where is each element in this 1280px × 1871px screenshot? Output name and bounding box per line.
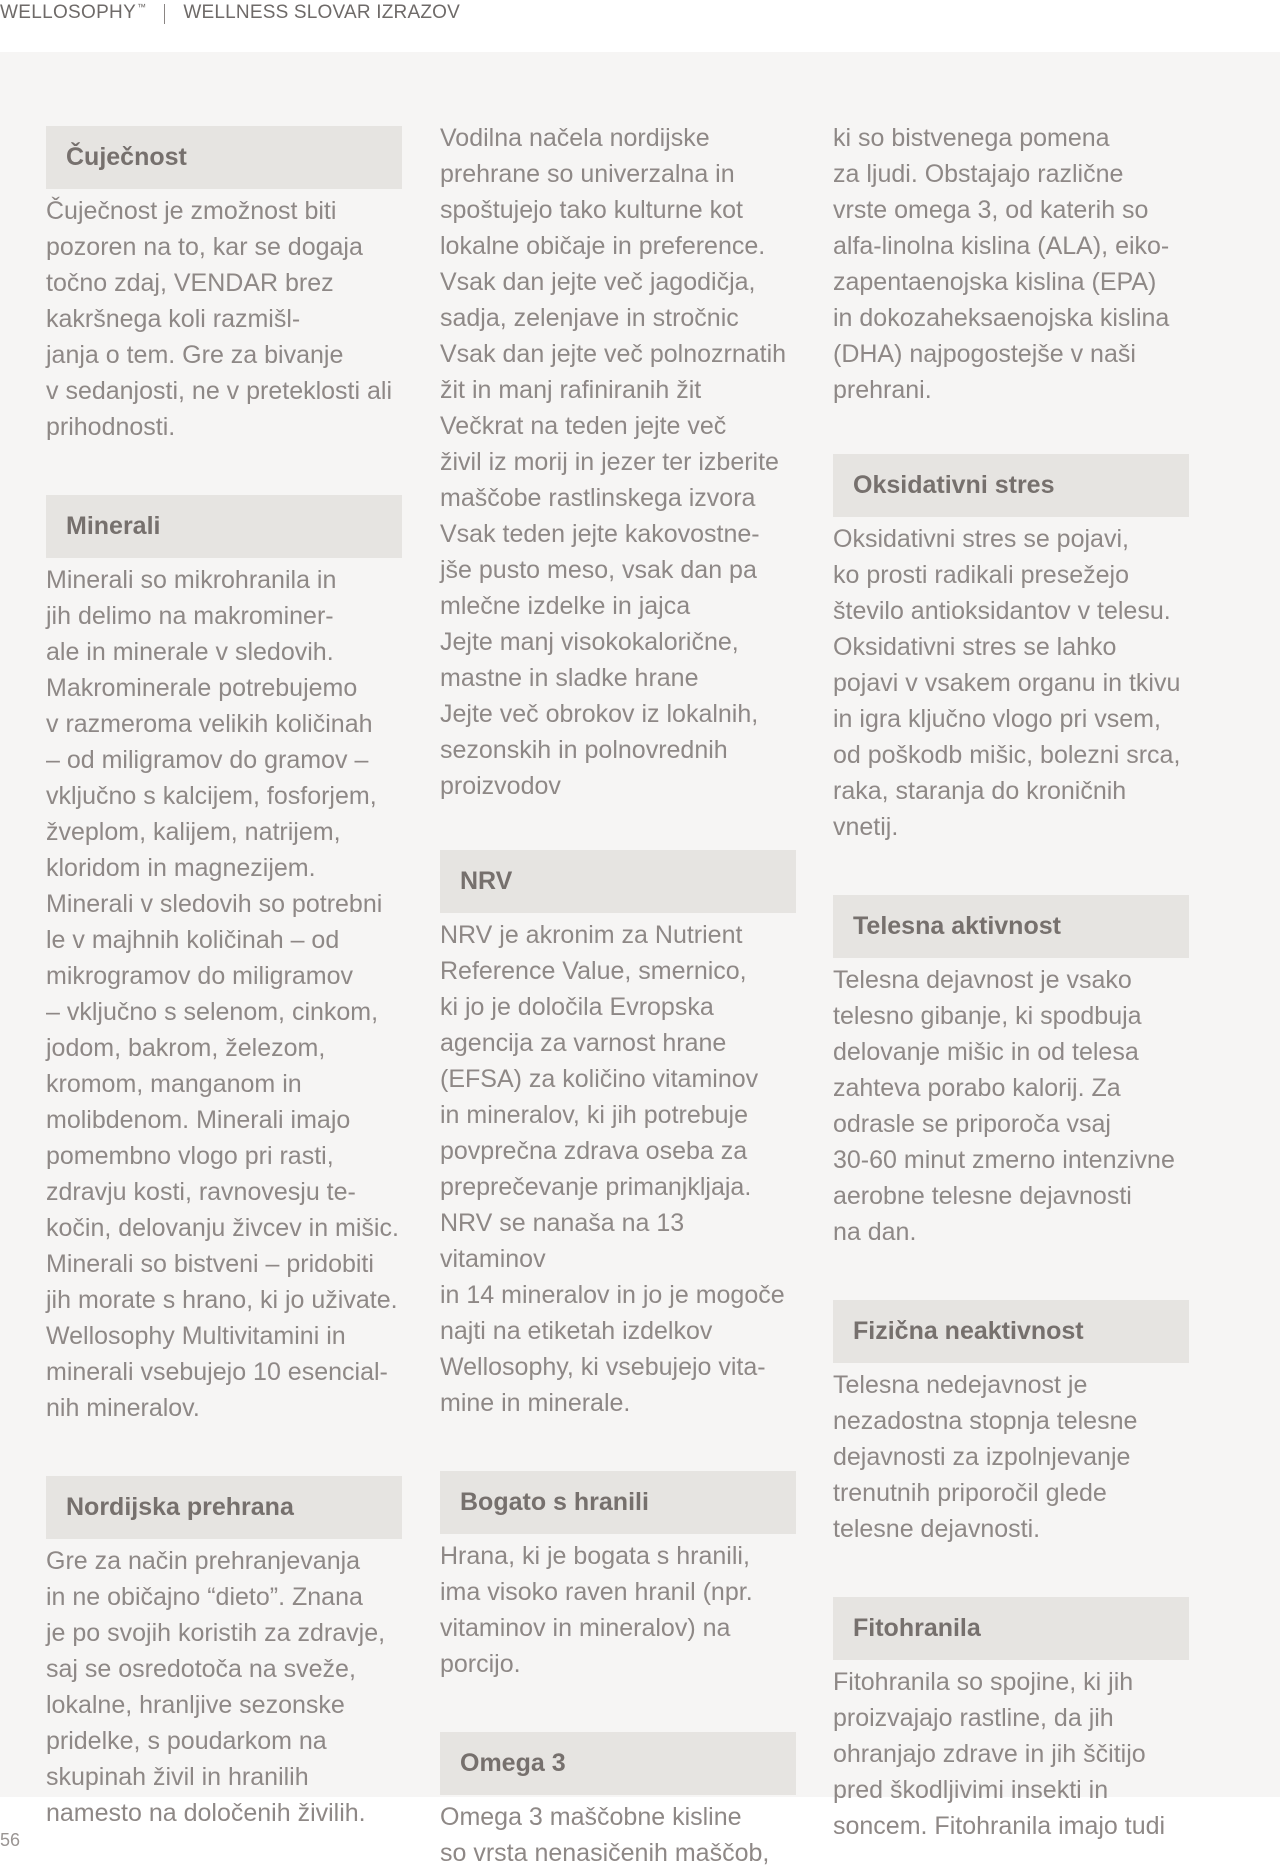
term-title: Oksidativni stres <box>853 471 1055 499</box>
brand-logo <box>0 2 146 24</box>
definition-line: 30-60 minut zmerno intenzivne <box>833 1146 1175 1174</box>
term-title: Omega 3 <box>460 1749 566 1777</box>
definition-line: in mineralov, ki jih potrebuje <box>440 1101 749 1129</box>
definition-line: Gre za način prehranjevanja <box>46 1547 361 1575</box>
definition-line: in igra ključno vlogo pri vsem, <box>833 705 1161 733</box>
term-definition <box>46 562 402 1426</box>
definition-line: ki jo je določila Evropska <box>440 993 714 1021</box>
term-definition <box>833 962 1189 1250</box>
definition-line: vitaminov in mineralov) na <box>440 1614 731 1642</box>
definition-line: Jejte manj visokokalorične, <box>440 628 739 656</box>
definition-line: mikrogramov do miligramov <box>46 962 354 990</box>
definition-line: Vsak dan jejte več jagodičja, <box>440 268 756 296</box>
definition-line: agencija za varnost hrane <box>440 1029 727 1057</box>
definition-line: Wellosophy, ki vsebujejo vita- <box>440 1353 766 1381</box>
term-title: Nordijska prehrana <box>66 1493 294 1521</box>
term-header-bogato-s-hranili <box>440 1471 796 1534</box>
definition-line: mine in minerale. <box>440 1389 631 1417</box>
definition-line: sadja, zelenjave in stročnic <box>440 304 739 332</box>
definition-line: NRV se nanaša na 13 vitaminov <box>440 1209 685 1273</box>
definition-line: (EFSA) za količino vitaminov <box>440 1065 759 1093</box>
term-header-telesna-aktivnost <box>833 895 1189 958</box>
definition-line: Reference Value, smernico, <box>440 957 747 985</box>
brand-trademark: ™ <box>137 2 147 12</box>
definition-line: Omega 3 maščobne kisline <box>440 1803 742 1831</box>
definition-line: za ljudi. Obstajajo različne <box>833 160 1124 188</box>
definition-line: pridelke, s poudarkom na <box>46 1727 327 1755</box>
definition-line: kakršnega koli razmišl- <box>46 305 301 333</box>
definition-line: vnetij. <box>833 813 899 841</box>
definition-line: jih delimo na makrominer- <box>46 602 334 630</box>
definition-line: kloridom in magnezijem. <box>46 854 316 882</box>
term-header-nordijska-prehrana <box>46 1476 402 1539</box>
definition-line: – od miligramov do gramov – <box>46 746 369 774</box>
definition-line: zahteva porabo kalorij. Za <box>833 1074 1121 1102</box>
definition-line: povprečna zdrava oseba za <box>440 1137 748 1165</box>
definition-line: Oksidativni stres se lahko <box>833 633 1117 661</box>
definition-line: mastne in sladke hrane <box>440 664 699 692</box>
term-definition <box>833 521 1189 845</box>
term-title: NRV <box>460 867 513 895</box>
definition-line: Vsak dan jejte več polnozrnatih <box>440 340 787 368</box>
term-header-oksidativni-stres <box>833 454 1189 517</box>
term-definition <box>46 1543 402 1831</box>
definition-line: maščobe rastlinskega izvora <box>440 484 756 512</box>
term-title: Bogato s hranili <box>460 1488 649 1516</box>
definition-line: Hrana, ki je bogata s hranili, <box>440 1542 750 1570</box>
definition-line: kromom, manganom in <box>46 1070 302 1098</box>
definition-line: alfa-linolna kislina (ALA), eiko- <box>833 232 1170 260</box>
term-header-nrv <box>440 850 796 913</box>
definition-line: namesto na določenih živilih. <box>46 1799 366 1827</box>
definition-line: vključno s kalcijem, fosforjem, <box>46 782 377 810</box>
definition-line: Minerali so bistveni – pridobiti <box>46 1250 374 1278</box>
definition-line: ohranjajo zdrave in jih ščitijo <box>833 1740 1146 1768</box>
definition-line: in 14 mineralov in jo je mogoče <box>440 1281 785 1309</box>
definition-line: telesne dejavnosti. <box>833 1515 1041 1543</box>
definition-line: Oksidativni stres se pojavi, <box>833 525 1129 553</box>
definition-line: molibdenom. Minerali imajo <box>46 1106 351 1134</box>
term-definition <box>833 1664 1189 1844</box>
term-title: Telesna aktivnost <box>853 912 1061 940</box>
term-title: Čuječnost <box>66 143 187 171</box>
definition-line: spoštujejo tako kulturne kot <box>440 196 743 224</box>
definition-line: pred škodljivimi insekti in <box>833 1776 1109 1804</box>
glossary-column-2 <box>440 126 796 1871</box>
definition-line: Telesna nedejavnost je <box>833 1371 1088 1399</box>
definition-line: v razmeroma velikih količinah <box>46 710 373 738</box>
definition-line: proizvodov <box>440 772 561 800</box>
definition-line: Vodilna načela nordijske <box>440 124 710 152</box>
definition-line: odrasle se priporoča vsaj <box>833 1110 1111 1138</box>
brand-name: WELLOSOPHY <box>0 2 137 23</box>
definition-line: jše pusto meso, vsak dan pa <box>440 556 757 584</box>
definition-line: Makrominerale potrebujemo <box>46 674 358 702</box>
definition-line: Minerali so mikrohranila in <box>46 566 337 594</box>
definition-line: ima visoko raven hranil (npr. <box>440 1578 753 1606</box>
term-title: Minerali <box>66 512 161 540</box>
definition-line: ki so bistvenega pomena <box>833 124 1110 152</box>
definition-line: kočin, delovanju živcev in mišic. <box>46 1214 399 1242</box>
glossary-column-3 <box>833 126 1189 1844</box>
definition-line: pomembno vlogo pri rasti, <box>46 1142 334 1170</box>
definition-line: so vrsta nenasičenih maščob, <box>440 1839 770 1867</box>
definition-line: porcijo. <box>440 1650 521 1678</box>
term-header-fitohranila <box>833 1597 1189 1660</box>
definition-line: Minerali v sledovih so potrebni <box>46 890 383 918</box>
definition-line: lokalne, hranljive sezonske <box>46 1691 345 1719</box>
term-header-omega-3 <box>440 1732 796 1795</box>
definition-line: saj se osredotoča na sveže, <box>46 1655 356 1683</box>
term-header-fizicna-neaktivnost <box>833 1300 1189 1363</box>
definition-line: prehrane so univerzalna in <box>440 160 735 188</box>
term-header-minerali <box>46 495 402 558</box>
definition-line: Jejte več obrokov iz lokalnih, <box>440 700 759 728</box>
definition-line: na dan. <box>833 1218 917 1246</box>
term-definition <box>833 1367 1189 1547</box>
header-divider <box>164 4 165 24</box>
definition-line: in dokozaheksaenojska kislina <box>833 304 1170 332</box>
definition-line: raka, staranja do kroničnih <box>833 777 1127 805</box>
definition-line: soncem. Fitohranila imajo tudi <box>833 1812 1166 1840</box>
continued-definition <box>440 120 796 804</box>
definition-line: telesno gibanje, ki spodbuja <box>833 1002 1142 1030</box>
definition-line: vrste omega 3, od katerih so <box>833 196 1149 224</box>
definition-line: proizvajajo rastline, da jih <box>833 1704 1114 1732</box>
definition-line: prehrani. <box>833 376 932 404</box>
definition-line: – vključno s selenom, cinkom, <box>46 998 379 1026</box>
definition-line: najti na etiketah izdelkov <box>440 1317 713 1345</box>
definition-line: minerali vsebujejo 10 esencial- <box>46 1358 388 1386</box>
definition-line: zapentaenojska kislina (EPA) <box>833 268 1157 296</box>
page-title: WELLNESS SLOVAR IZRAZOV <box>183 2 461 23</box>
definition-line: Telesna dejavnost je vsako <box>833 966 1132 994</box>
definition-line: dejavnosti za izpolnjevanje <box>833 1443 1131 1471</box>
page-number: 56 <box>0 1830 21 1850</box>
term-definition <box>440 1538 796 1682</box>
definition-line: ko prosti radikali presežejo <box>833 561 1129 589</box>
definition-line: žveplom, kalijem, natrijem, <box>46 818 341 846</box>
definition-line: trenutnih priporočil glede <box>833 1479 1107 1507</box>
definition-line: le v majhnih količinah – od <box>46 926 340 954</box>
definition-line: jih morate s hrano, ki jo uživate. <box>46 1286 398 1314</box>
term-definition <box>440 917 796 1421</box>
definition-line: prihodnosti. <box>46 413 176 441</box>
term-title: Fizična neaktivnost <box>853 1317 1084 1345</box>
definition-line: število antioksidantov v telesu. <box>833 597 1171 625</box>
page-header <box>0 0 1280 52</box>
definition-line: Fitohranila so spojine, ki jih <box>833 1668 1134 1696</box>
definition-line: od poškodb mišic, bolezni srca, <box>833 741 1181 769</box>
term-title: Fitohranila <box>853 1614 981 1642</box>
continued-definition <box>833 120 1189 408</box>
definition-line: zdravju kosti, ravnovesju te- <box>46 1178 356 1206</box>
glossary-column-1 <box>46 126 402 1831</box>
definition-line: Čuječnost je zmožnost biti <box>46 197 337 225</box>
definition-line: Wellosophy Multivitamini in <box>46 1322 346 1350</box>
definition-line: nezadostna stopnja telesne <box>833 1407 1138 1435</box>
term-header-cujecnost <box>46 126 402 189</box>
definition-line: aerobne telesne dejavnosti <box>833 1182 1132 1210</box>
term-definition <box>440 1799 796 1871</box>
definition-line: jodom, bakrom, železom, <box>46 1034 326 1062</box>
definition-line: lokalne običaje in preference. <box>440 232 766 260</box>
definition-line: točno zdaj, VENDAR brez <box>46 269 334 297</box>
definition-line: pozoren na to, kar se dogaja <box>46 233 363 261</box>
definition-line: janja o tem. Gre za bivanje <box>46 341 344 369</box>
definition-line: in ne običajno “dieto”. Znana <box>46 1583 363 1611</box>
definition-line: v sedanjosti, ne v preteklosti ali <box>46 377 393 405</box>
definition-line: žit in manj rafiniranih žit <box>440 376 702 404</box>
definition-line: je po svojih koristih za zdravje, <box>46 1619 386 1647</box>
definition-line: Vsak teden jejte kakovostne- <box>440 520 760 548</box>
definition-line: (DHA) najpogostejše v naši <box>833 340 1136 368</box>
definition-line: Večkrat na teden jejte več <box>440 412 727 440</box>
definition-line: ale in minerale v sledovih. <box>46 638 334 666</box>
definition-line: živil iz morij in jezer ter izberite <box>440 448 779 476</box>
term-definition <box>46 193 402 445</box>
definition-line: nih mineralov. <box>46 1394 200 1422</box>
definition-line: NRV je akronim za Nutrient <box>440 921 743 949</box>
definition-line: delovanje mišic in od telesa <box>833 1038 1139 1066</box>
definition-line: mlečne izdelke in jajca <box>440 592 691 620</box>
definition-line: preprečevanje primanjkljaja. <box>440 1173 752 1201</box>
definition-line: sezonskih in polnovrednih <box>440 736 728 764</box>
definition-line: skupinah živil in hranilih <box>46 1763 309 1791</box>
definition-line: pojavi v vsakem organu in tkivu <box>833 669 1181 697</box>
